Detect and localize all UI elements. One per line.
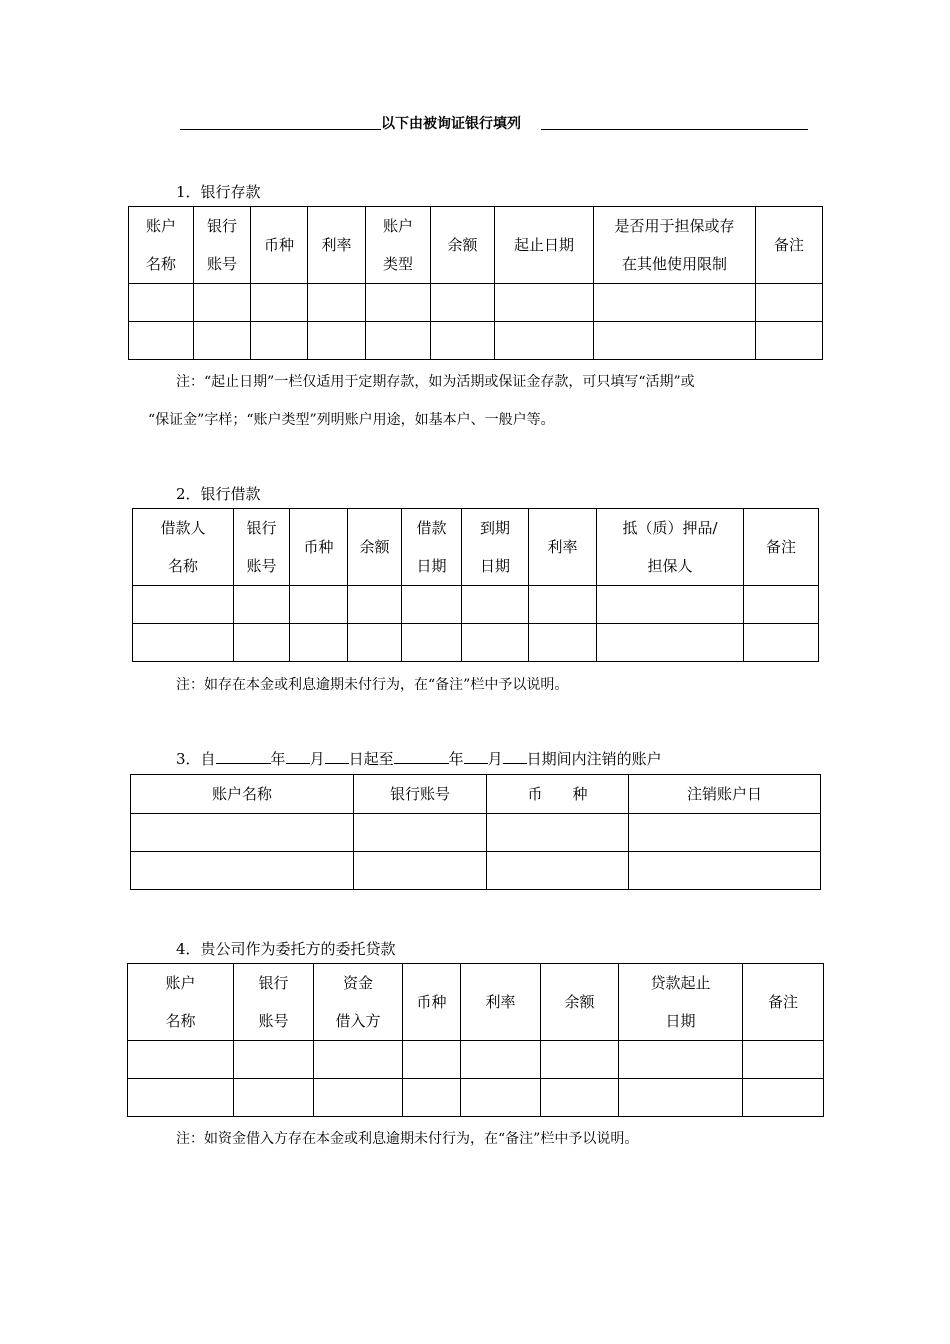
col-header: 抵（质）押品/ 担保人 <box>597 509 744 586</box>
table-cell[interactable] <box>597 624 744 662</box>
section4-note: 注：如资金借入方存在本金或利息逾期未付行为，在“备注”栏中予以说明。 <box>176 1131 639 1147</box>
table-cell[interactable] <box>487 852 629 890</box>
col-header: 利率 <box>308 207 366 284</box>
table-cell[interactable] <box>133 586 234 624</box>
col-header: 利率 <box>529 509 597 586</box>
table-cell[interactable] <box>129 322 194 360</box>
table-cell[interactable] <box>487 814 629 852</box>
table-row <box>133 624 819 662</box>
table-cell[interactable] <box>756 322 823 360</box>
col-header: 利率 <box>461 964 541 1041</box>
table-cell[interactable] <box>541 1041 619 1079</box>
table-cell[interactable] <box>541 1079 619 1117</box>
table-cell[interactable] <box>131 814 354 852</box>
table-cell[interactable] <box>354 852 487 890</box>
table-cell[interactable] <box>597 586 744 624</box>
table-cell[interactable] <box>461 1079 541 1117</box>
table-cell[interactable] <box>403 1041 461 1079</box>
col-header: 账户 名称 <box>129 207 194 284</box>
col-header: 银行 账号 <box>234 964 314 1041</box>
closed-accounts-table <box>130 774 821 890</box>
table-row <box>131 814 821 852</box>
table-header-row <box>128 964 824 1041</box>
table-row <box>128 1041 824 1079</box>
col-header: 账户名称 <box>131 775 354 814</box>
header-rule-right <box>541 129 808 130</box>
table-cell[interactable] <box>251 322 308 360</box>
table-cell[interactable] <box>194 284 251 322</box>
col-header: 借款人 名称 <box>133 509 234 586</box>
table-cell[interactable] <box>462 624 529 662</box>
col-header: 银行账号 <box>354 775 487 814</box>
section2-title: 2．银行借款 <box>176 485 261 503</box>
table-cell[interactable] <box>744 586 819 624</box>
table-cell[interactable] <box>354 814 487 852</box>
table-cell[interactable] <box>314 1079 403 1117</box>
table-cell[interactable] <box>402 624 462 662</box>
table-cell[interactable] <box>131 852 354 890</box>
table-cell[interactable] <box>290 586 348 624</box>
table-cell[interactable] <box>744 624 819 662</box>
table-header-row <box>131 775 821 814</box>
table-cell[interactable] <box>629 852 821 890</box>
table-cell[interactable] <box>348 624 402 662</box>
table-cell[interactable] <box>194 322 251 360</box>
end-day-blank[interactable] <box>503 749 527 764</box>
table-row <box>128 1079 824 1117</box>
table-cell[interactable] <box>594 322 756 360</box>
section3-title: 3．自 年 月 日起至 年 月 日期间内注销的账户 <box>176 750 662 768</box>
table-cell[interactable] <box>529 624 597 662</box>
table-cell[interactable] <box>431 322 495 360</box>
col-header: 账户 名称 <box>128 964 234 1041</box>
table-cell[interactable] <box>619 1041 743 1079</box>
table-cell[interactable] <box>403 1079 461 1117</box>
entrusted-loan-table <box>127 963 824 1117</box>
table-cell[interactable] <box>619 1079 743 1117</box>
col-header: 账户 类型 <box>366 207 431 284</box>
table-cell[interactable] <box>594 284 756 322</box>
table-cell[interactable] <box>366 284 431 322</box>
col-header: 是否用于担保或存 在其他使用限制 <box>594 207 756 284</box>
table-row <box>133 586 819 624</box>
col-header: 资金 借入方 <box>314 964 403 1041</box>
end-year-blank[interactable] <box>394 749 449 764</box>
col-header: 银行 账号 <box>194 207 251 284</box>
table-cell[interactable] <box>348 586 402 624</box>
header-rule-left <box>180 129 381 130</box>
col-header: 借款 日期 <box>402 509 462 586</box>
table-cell[interactable] <box>129 284 194 322</box>
table-header-row <box>129 207 823 284</box>
col-header: 余额 <box>541 964 619 1041</box>
table-cell[interactable] <box>629 814 821 852</box>
section1-note-line2: “保证金”字样；“账户类型”列明账户用途，如基本户、一般户等。 <box>148 412 555 428</box>
end-month-blank[interactable] <box>464 749 488 764</box>
col-header: 币种 <box>251 207 308 284</box>
table-cell[interactable] <box>234 1079 314 1117</box>
bank-loan-table <box>132 508 819 662</box>
start-year-blank[interactable] <box>216 749 271 764</box>
col-header: 币 种 <box>487 775 629 814</box>
table-cell[interactable] <box>431 284 495 322</box>
table-cell[interactable] <box>251 284 308 322</box>
table-cell[interactable] <box>529 586 597 624</box>
table-cell[interactable] <box>308 284 366 322</box>
table-cell[interactable] <box>128 1041 234 1079</box>
col-header: 备注 <box>743 964 824 1041</box>
form-title: 以下由被询证银行填列 <box>381 116 521 132</box>
table-cell[interactable] <box>128 1079 234 1117</box>
table-cell[interactable] <box>462 586 529 624</box>
table-cell[interactable] <box>290 624 348 662</box>
table-cell[interactable] <box>495 322 594 360</box>
start-month-blank[interactable] <box>286 749 310 764</box>
col-header: 余额 <box>348 509 402 586</box>
table-row <box>131 852 821 890</box>
table-cell[interactable] <box>366 322 431 360</box>
table-row <box>129 322 823 360</box>
table-cell[interactable] <box>495 284 594 322</box>
col-header: 币种 <box>403 964 461 1041</box>
table-row <box>129 284 823 322</box>
col-header: 起止日期 <box>495 207 594 284</box>
col-header: 到期 日期 <box>462 509 529 586</box>
section4-title: 4．贵公司作为委托方的委托贷款 <box>176 940 396 958</box>
bank-deposit-table <box>128 206 823 360</box>
section1-title: 1．银行存款 <box>176 183 261 201</box>
col-header: 余额 <box>431 207 495 284</box>
table-cell[interactable] <box>756 284 823 322</box>
section1-note-line1: 注：“起止日期”一栏仅适用于定期存款，如为活期或保证金存款，可只填写“活期”或 <box>176 374 695 390</box>
table-cell[interactable] <box>308 322 366 360</box>
col-header: 注销账户日 <box>629 775 821 814</box>
start-day-blank[interactable] <box>325 749 349 764</box>
table-cell[interactable] <box>743 1041 824 1079</box>
table-cell[interactable] <box>461 1041 541 1079</box>
table-header-row <box>133 509 819 586</box>
col-header: 贷款起止 日期 <box>619 964 743 1041</box>
table-cell[interactable] <box>314 1041 403 1079</box>
table-cell[interactable] <box>234 624 290 662</box>
table-cell[interactable] <box>234 586 290 624</box>
form-header <box>180 113 808 131</box>
col-header: 币种 <box>290 509 348 586</box>
col-header: 银行 账号 <box>234 509 290 586</box>
section2-note: 注：如存在本金或利息逾期未付行为，在“备注”栏中予以说明。 <box>176 677 569 693</box>
table-cell[interactable] <box>133 624 234 662</box>
col-header: 备注 <box>744 509 819 586</box>
col-header: 备注 <box>756 207 823 284</box>
table-cell[interactable] <box>234 1041 314 1079</box>
table-cell[interactable] <box>402 586 462 624</box>
table-cell[interactable] <box>743 1079 824 1117</box>
